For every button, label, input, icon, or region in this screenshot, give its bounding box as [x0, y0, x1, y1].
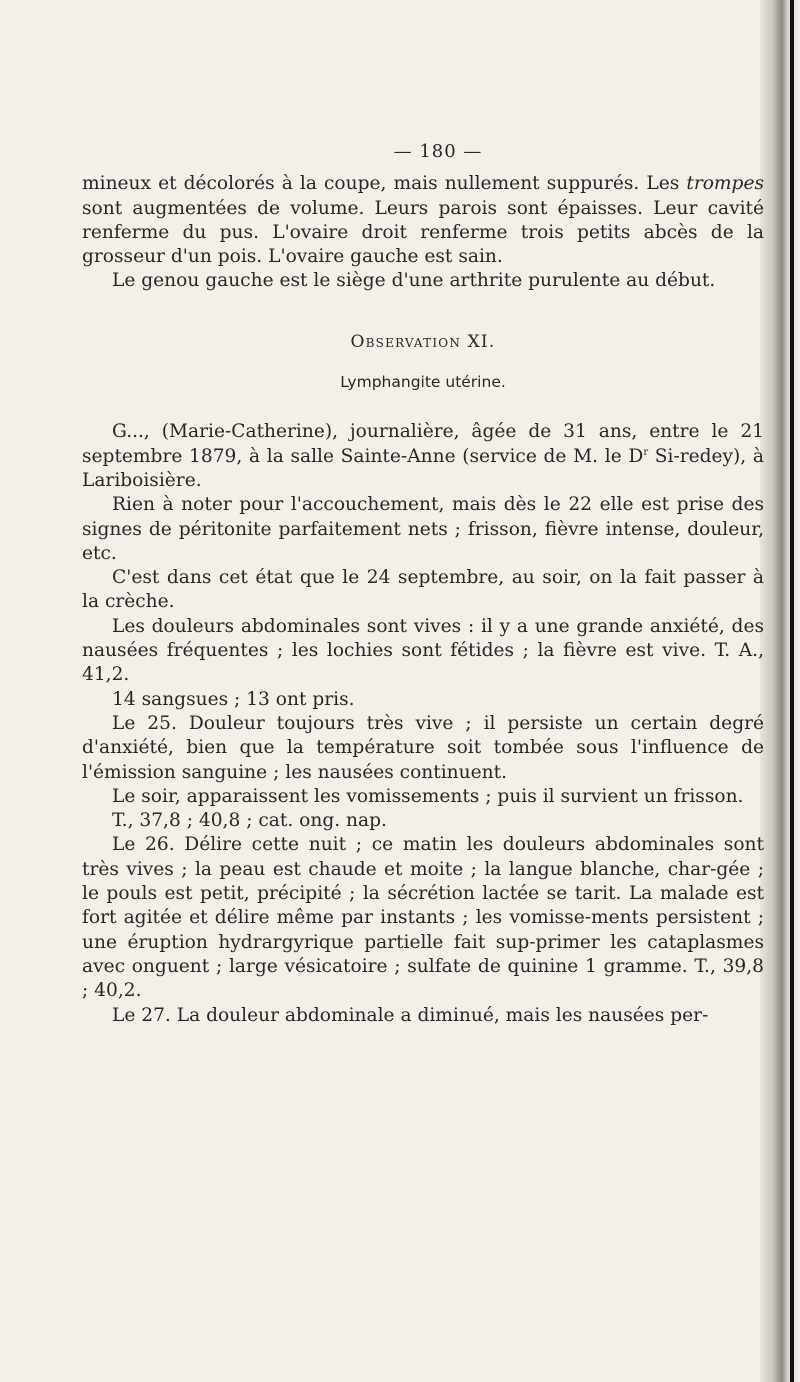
page-number: — 180 —	[393, 141, 483, 162]
page-text	[82, 140, 764, 1028]
observation-title: Observation XI.	[350, 331, 496, 352]
body-p1-a: G..., (Marie-Catherine), journalière, âgée de 31 ans, entre le 21 septembre 1879, à la salle Sainte-Anne (service de M. le D	[82, 421, 764, 467]
intro-paragraph-2: Le genou gauche est le siège d'une arthrite purulente au début.	[112, 270, 716, 292]
body-paragraph-6: Le 25. Douleur toujours très vive ; il persiste un certain degré d'anxiété, bien que la température soit tombée sous l'influence de l'émission sanguine ; les nausées continuent.	[82, 712, 764, 783]
body-paragraph-1	[82, 420, 764, 493]
scan-binding-shadow	[790, 0, 794, 1382]
intro-paragraph	[82, 172, 764, 269]
body-paragraph-9: Le 26. Délire cette nuit ; ce matin les douleurs abdominales sont très vives ; la peau est chaude et moite ; la langue blanche, char-gée ; le pouls est petit, précipité ; la sécrétion lactée se tarit. La malade est fort agitée et délire même par instants ; les vomisse-ments persistent ; une éruption hydrargyrique partielle fait sup-primer les cataplasmes avec onguent ; large vésicatoire ; sulfate de quinine 1 gramme. T., 39,8 ; 40,2.	[82, 834, 764, 1002]
body-p1-b: Si-redey), à Lariboisière.	[82, 445, 764, 491]
intro-italic-term: trompes	[686, 173, 764, 195]
body-paragraph-7: Le soir, apparaissent les vomissements ; puis il survient un frisson.	[112, 785, 744, 807]
scan-page-edge	[760, 0, 800, 1382]
observation-subtitle: Lymphangite utérine.	[340, 373, 506, 392]
body-paragraph-5: 14 sangsues ; 13 ont pris.	[112, 688, 355, 710]
intro-line-start: mineux et décolorés à la coupe, mais nullement suppurés. Les	[82, 173, 680, 195]
body-paragraph-2: Rien à noter pour l'accouchement, mais dès le 22 elle est prise des signes de péritonite parfaitement nets ; frisson, fièvre intense, douleur, etc.	[82, 494, 764, 564]
body-paragraph-8: T., 37,8 ; 40,8 ; cat. ong. nap.	[112, 810, 387, 832]
body-paragraph-10: Le 27. La douleur abdominale a diminué, mais les nausées per-	[112, 1004, 709, 1026]
body-p1-sup: r	[643, 446, 649, 458]
body-paragraph-4: Les douleurs abdominales sont vives : il y a une grande anxiété, des nausées fréquentes ; les lochies sont fétides ; la fièvre est vive. T. A., 41,2.	[82, 615, 764, 686]
intro-line-rest: sont augmentées de volume. Leurs parois sont épaisses. Leur cavité renferme du pus. L'ovaire droit renferme trois petits abcès de la grosseur d'un pois. L'ovaire gauche est sain.	[82, 197, 764, 268]
body-paragraph-3: C'est dans cet état que le 24 septembre, au soir, on la fait passer à la crèche.	[82, 567, 764, 613]
